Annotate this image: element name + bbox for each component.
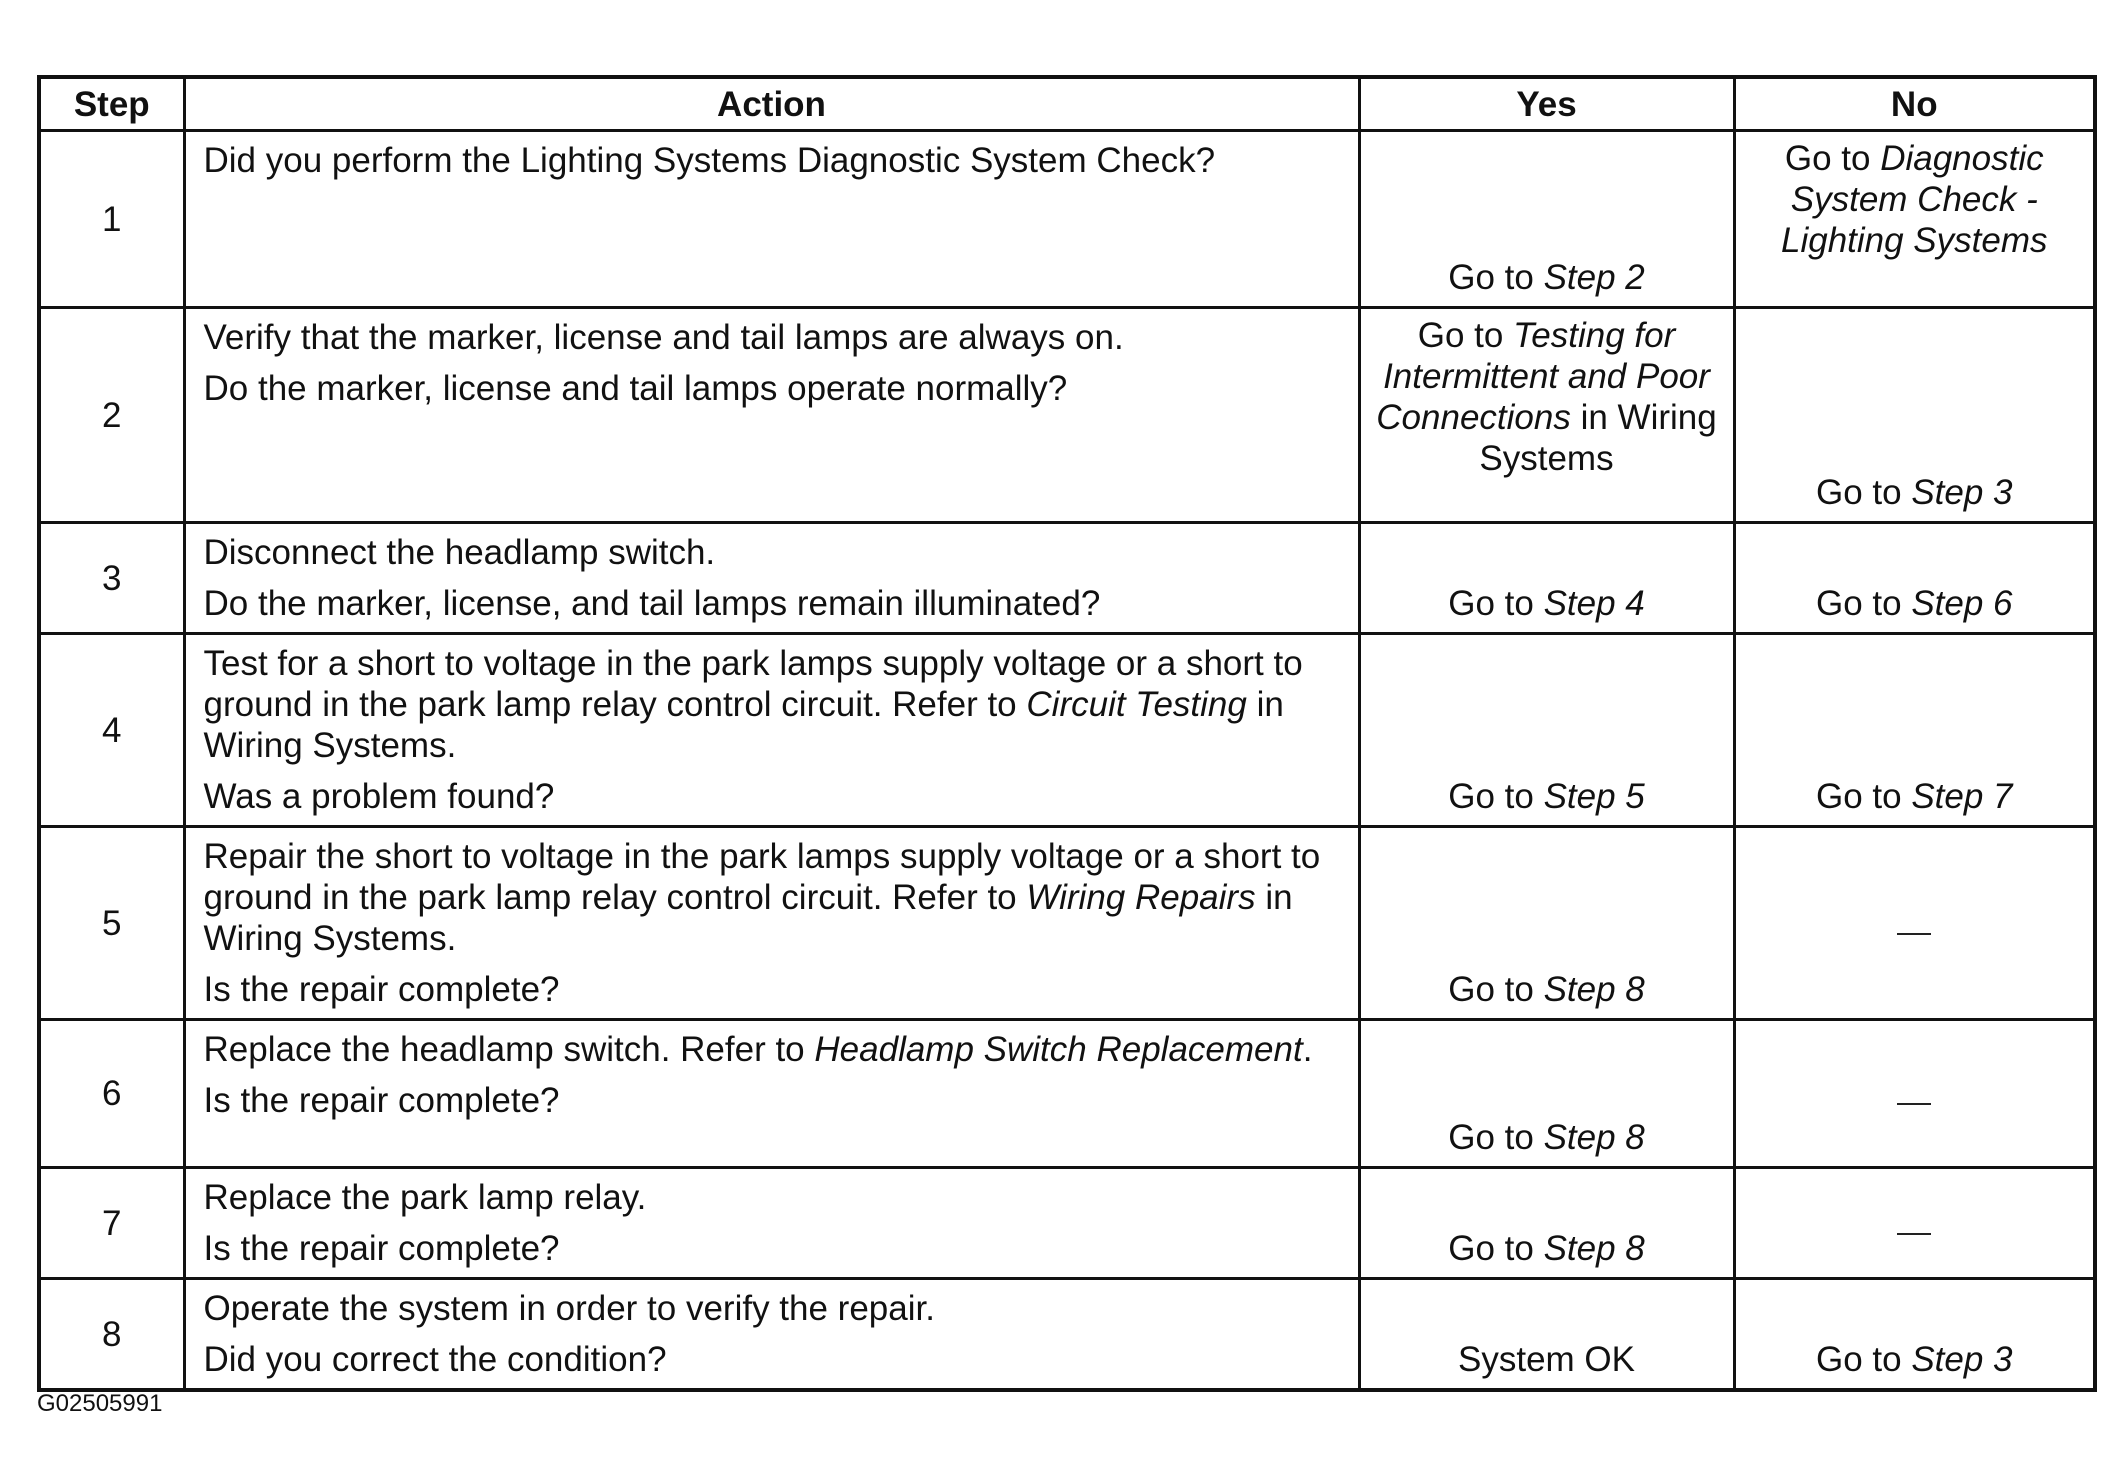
step-reference-link[interactable]: Step 2 bbox=[1543, 258, 1645, 297]
table-row bbox=[39, 131, 2095, 308]
action-question: Is the repair complete? bbox=[203, 1081, 560, 1120]
procedure-reference-link[interactable]: Testing for Intermittent and Poor Connections bbox=[1376, 316, 1710, 437]
step-reference-link[interactable]: Step 5 bbox=[1543, 777, 1645, 816]
action-cell bbox=[184, 131, 1359, 308]
header-no: No bbox=[1734, 77, 2095, 131]
table-row bbox=[39, 1168, 2095, 1279]
action-cell bbox=[184, 308, 1359, 523]
action-paragraph: Disconnect the headlamp switch. bbox=[203, 533, 716, 572]
no-cell bbox=[1734, 827, 2095, 1020]
step-number: 7 bbox=[39, 1168, 184, 1279]
header-action: Action bbox=[184, 77, 1359, 131]
table-row bbox=[39, 1020, 2095, 1168]
action-cell bbox=[184, 1168, 1359, 1279]
action-question: Do the marker, license and tail lamps operate normally? bbox=[203, 369, 1068, 408]
step-number: 2 bbox=[39, 308, 184, 523]
step-reference-link[interactable]: Step 8 bbox=[1543, 970, 1645, 1009]
step-reference-link[interactable]: Step 3 bbox=[1911, 473, 2013, 512]
figure-id-label: G02505991 bbox=[37, 1390, 163, 1417]
action-cell bbox=[184, 1279, 1359, 1391]
step-number: 5 bbox=[39, 827, 184, 1020]
header-yes: Yes bbox=[1359, 77, 1734, 131]
step-reference-link[interactable]: Step 4 bbox=[1543, 584, 1645, 623]
no-cell: Go to Step 3 bbox=[1734, 1279, 2095, 1391]
procedure-reference-link[interactable]: Headlamp Switch Replacement bbox=[814, 1030, 1303, 1069]
no-cell bbox=[1734, 1168, 2095, 1279]
step-number: 6 bbox=[39, 1020, 184, 1168]
action-question: Do the marker, license, and tail lamps remain illuminated? bbox=[203, 584, 1101, 623]
action-paragraph: Replace the headlamp switch. Refer to Headlamp Switch Replacement. bbox=[203, 1030, 1313, 1069]
action-cell bbox=[184, 634, 1359, 827]
step-reference-link[interactable]: Step 8 bbox=[1543, 1229, 1645, 1268]
not-applicable-dash bbox=[1897, 933, 1931, 935]
step-reference-link[interactable]: Step 6 bbox=[1911, 584, 2013, 623]
procedure-reference-link[interactable]: Circuit Testing bbox=[1026, 685, 1247, 724]
yes-cell: Go to Step 5 bbox=[1359, 634, 1734, 827]
table-row bbox=[39, 308, 2095, 523]
table-row bbox=[39, 634, 2095, 827]
yes-cell: Go to Testing for Intermittent and Poor Connections in Wiring Systems bbox=[1359, 308, 1734, 523]
step-number: 1 bbox=[39, 131, 184, 308]
step-number: 4 bbox=[39, 634, 184, 827]
action-cell bbox=[184, 827, 1359, 1020]
action-paragraph: Did you perform the Lighting Systems Diagnostic System Check? bbox=[203, 141, 1216, 180]
step-reference-link[interactable]: Step 7 bbox=[1911, 777, 2013, 816]
yes-cell: Go to Step 4 bbox=[1359, 523, 1734, 634]
action-paragraph: Test for a short to voltage in the park lamps supply voltage or a short to ground in the park lamp relay control circuit. Refer to Circuit Testing in Wiring Systems. bbox=[203, 644, 1303, 765]
yes-cell: System OK bbox=[1359, 1279, 1734, 1391]
yes-cell: Go to Step 8 bbox=[1359, 827, 1734, 1020]
action-paragraph: Operate the system in order to verify the repair. bbox=[203, 1289, 935, 1328]
procedure-reference-link[interactable]: Diagnostic System Check - Lighting Systems bbox=[1780, 139, 2048, 260]
table-row bbox=[39, 827, 2095, 1020]
yes-cell: Go to Step 8 bbox=[1359, 1168, 1734, 1279]
action-question: Is the repair complete? bbox=[203, 970, 560, 1009]
no-cell bbox=[1734, 1020, 2095, 1168]
action-cell bbox=[184, 1020, 1359, 1168]
action-cell bbox=[184, 523, 1359, 634]
yes-cell: Go to Step 2 bbox=[1359, 131, 1734, 308]
not-applicable-dash bbox=[1897, 1103, 1931, 1105]
yes-cell: Go to Step 8 bbox=[1359, 1020, 1734, 1168]
action-paragraph: Replace the park lamp relay. bbox=[203, 1178, 647, 1217]
action-question: Was a problem found? bbox=[203, 777, 555, 816]
action-paragraph: Repair the short to voltage in the park lamps supply voltage or a short to ground in the park lamp relay control circuit. Refer to Wiring Repairs in Wiring Systems. bbox=[203, 837, 1321, 958]
action-question: Is the repair complete? bbox=[203, 1229, 560, 1268]
table-row bbox=[39, 1279, 2095, 1391]
no-cell: Go to Step 7 bbox=[1734, 634, 2095, 827]
step-number: 8 bbox=[39, 1279, 184, 1391]
table-row bbox=[39, 523, 2095, 634]
no-cell: Go to Step 3 bbox=[1734, 308, 2095, 523]
no-cell: Go to Step 6 bbox=[1734, 523, 2095, 634]
header-step: Step bbox=[39, 77, 184, 131]
not-applicable-dash bbox=[1897, 1233, 1931, 1235]
step-reference-link[interactable]: Step 3 bbox=[1911, 1340, 2013, 1379]
action-paragraph: Verify that the marker, license and tail lamps are always on. bbox=[203, 318, 1124, 357]
step-number: 3 bbox=[39, 523, 184, 634]
step-reference-link[interactable]: Step 8 bbox=[1543, 1118, 1645, 1157]
diagnostic-table bbox=[37, 75, 2097, 1392]
no-cell: Go to Diagnostic System Check - Lighting Systems bbox=[1734, 131, 2095, 308]
action-question: Did you correct the condition? bbox=[203, 1340, 667, 1379]
header-row bbox=[39, 77, 2095, 131]
procedure-reference-link[interactable]: Wiring Repairs bbox=[1026, 878, 1256, 917]
